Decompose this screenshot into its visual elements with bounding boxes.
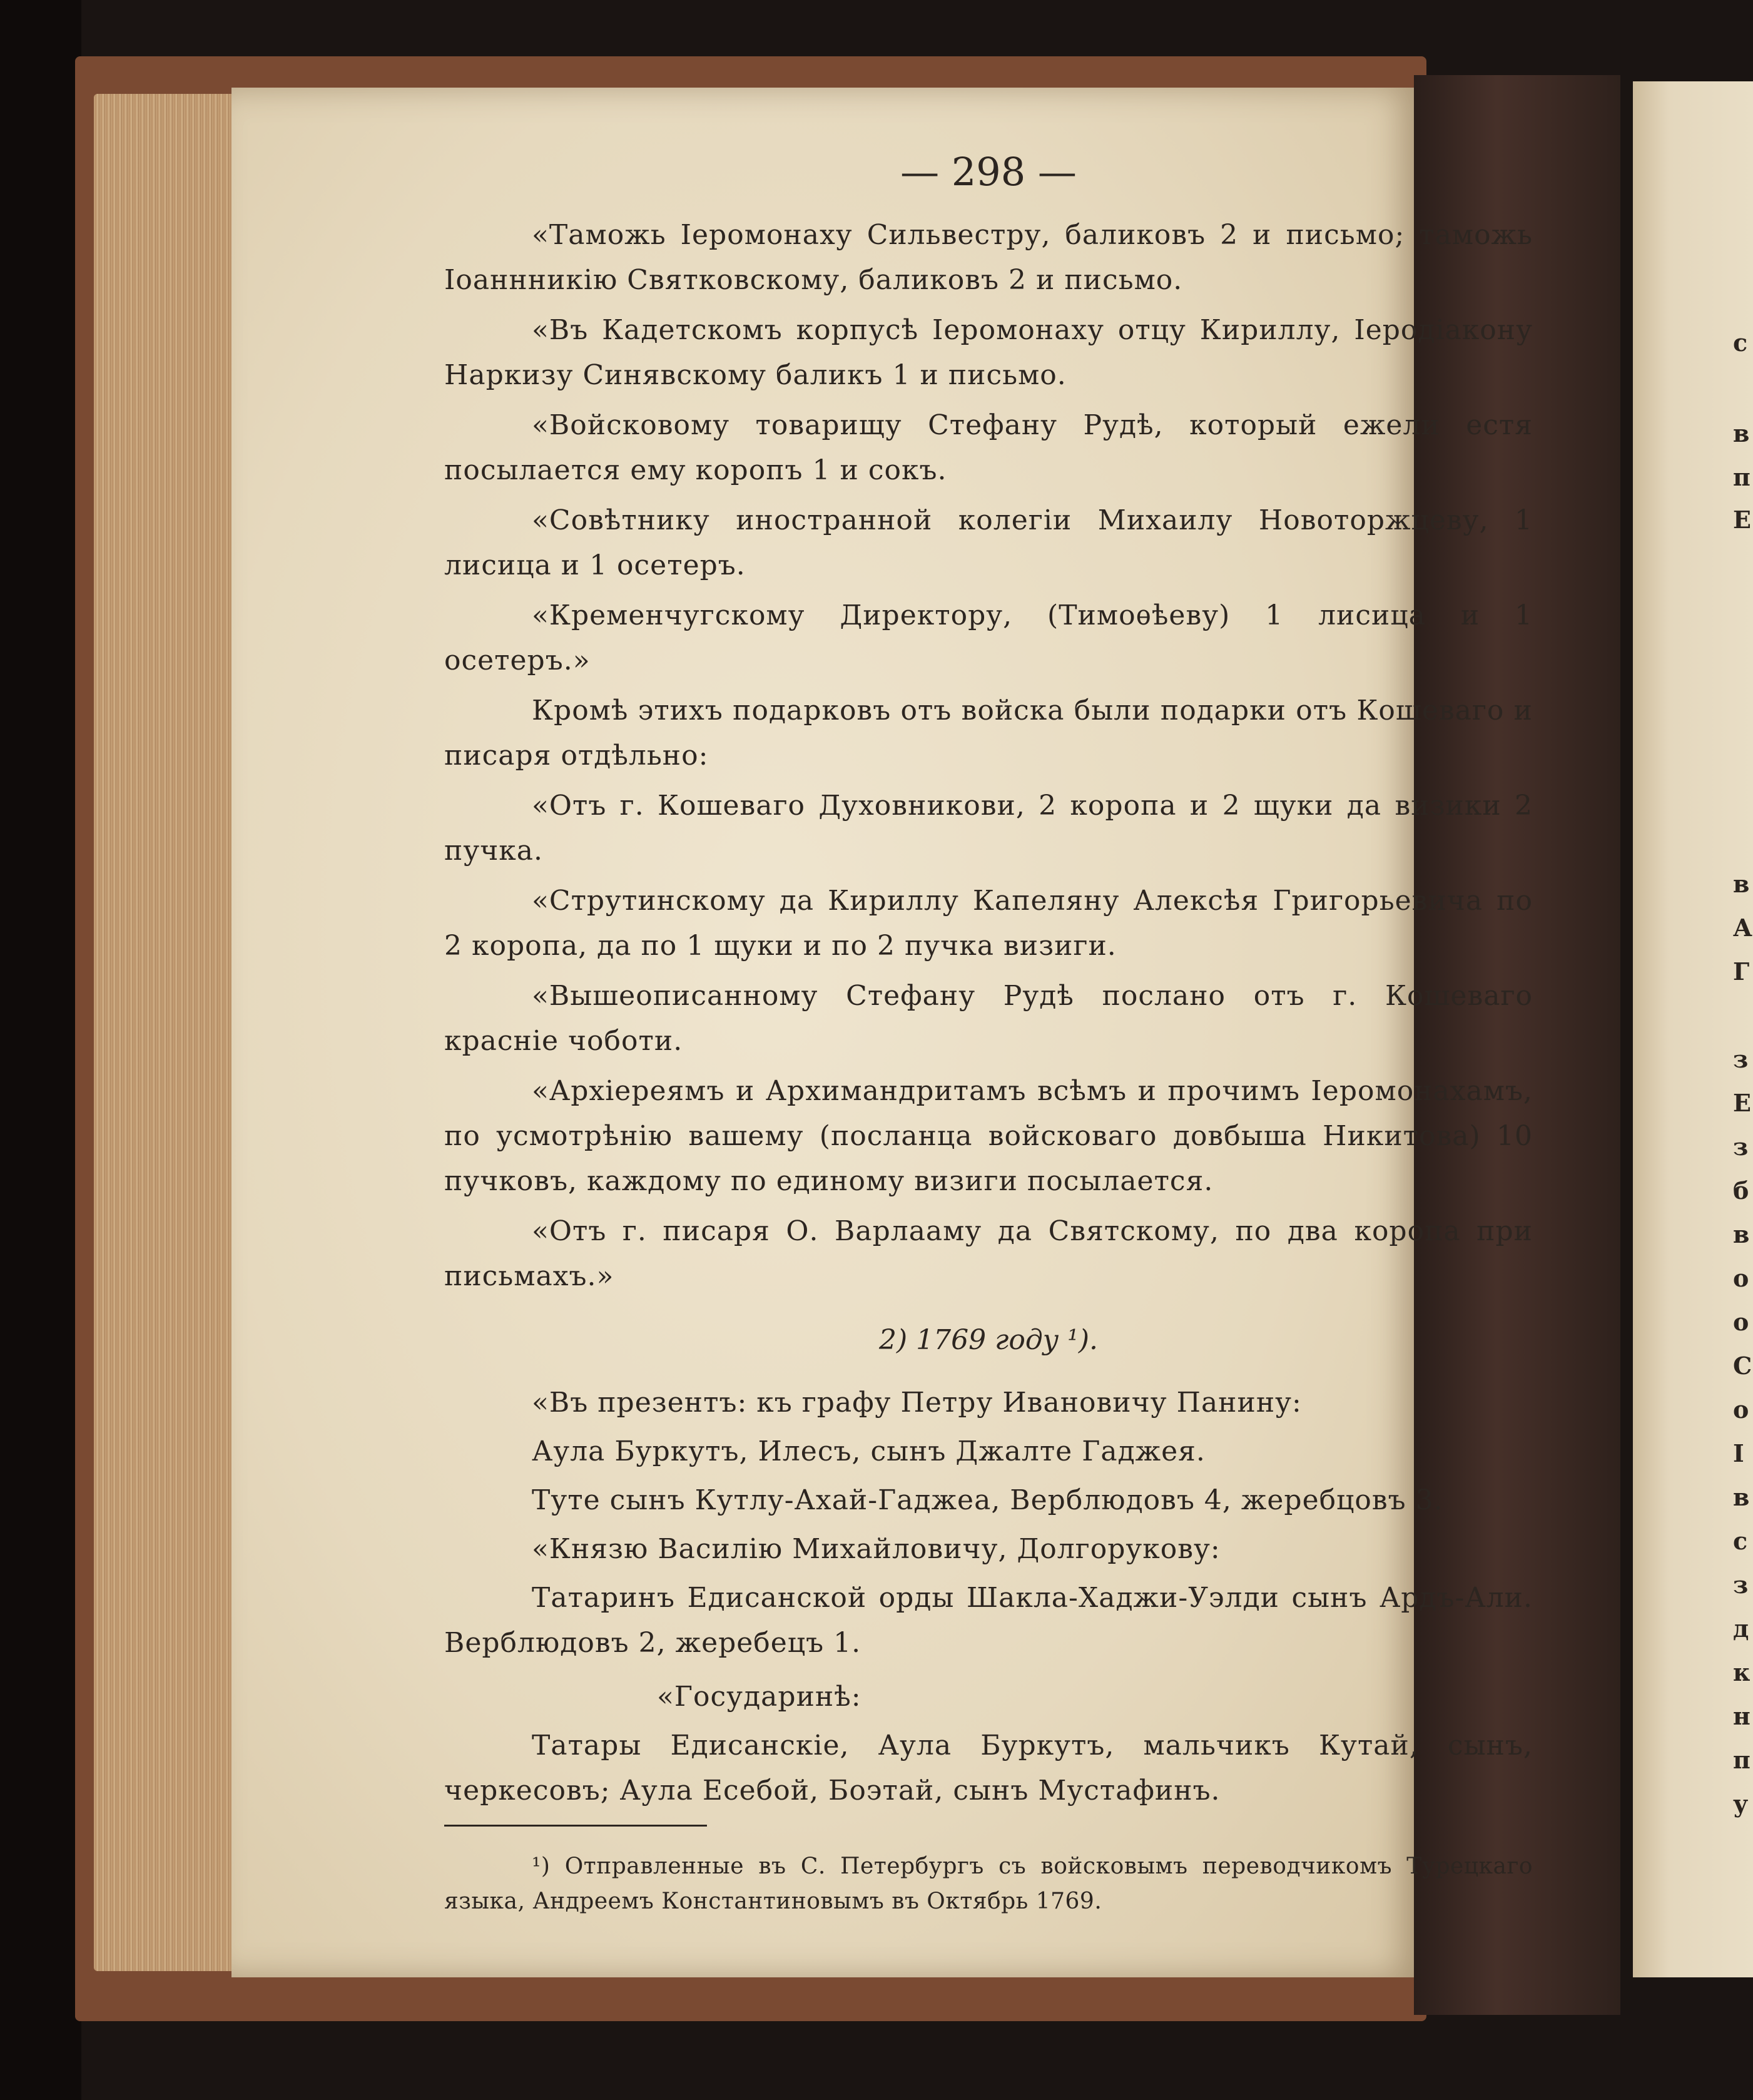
text-line: «Государинѣ:	[657, 1681, 861, 1713]
right-letter: в	[1733, 870, 1750, 898]
page-number: — 298 —	[900, 149, 1077, 195]
right-letter: в	[1733, 1483, 1750, 1511]
paragraph: «Въ Кадетскомъ корпусѣ Іеромонаху отцу Кириллу, Іеродіакону Наркизу Синявскому баликъ 1 и письмо.	[444, 314, 1533, 391]
right-letter: д	[1733, 1614, 1749, 1643]
right-letter: о	[1733, 1264, 1749, 1292]
right-letter: з	[1733, 1571, 1749, 1599]
right-letter: о	[1733, 1308, 1749, 1336]
right-letter: А	[1733, 914, 1752, 942]
right-letter: с	[1733, 329, 1748, 357]
right-letter: в	[1733, 419, 1750, 447]
right-letter: в	[1733, 1220, 1750, 1248]
text-line: Аула Буркутъ, Илесъ, сынъ Джалте Гаджея.	[532, 1435, 1206, 1467]
paragraph: «Войсковому товарищу Стефану Рудѣ, который ежели естя посылается ему коропъ 1 и сокъ.	[444, 409, 1533, 486]
right-letter: п	[1733, 1746, 1750, 1774]
right-letter: о	[1733, 1395, 1749, 1424]
background-shadow	[0, 0, 81, 2100]
text-line: «Въ презентъ: къ графу Петру Ивановичу Панину:	[532, 1387, 1302, 1419]
right-letter: Е	[1733, 1089, 1751, 1117]
page-edges	[94, 94, 238, 1971]
paragraph: «Таможь Іеромонаху Сильвестру, баликовъ 2 и письмо; таможь Іоаннникію Святковскому, баликовъ 2 и письмо.	[444, 219, 1533, 296]
right-letter: І	[1733, 1439, 1744, 1467]
paragraph: «Отъ г. писаря О. Варлааму да Святскому, по два коропа при письмахъ.»	[444, 1215, 1533, 1292]
right-letter: б	[1733, 1176, 1749, 1205]
paragraph: «Совѣтнику иностранной колегіи Михаилу Новоторжцеву, 1 лисица и 1 осетеръ.	[444, 504, 1533, 581]
section-heading: 2) 1769 году ¹).	[878, 1324, 1099, 1356]
paragraph: «Отъ г. Кошеваго Духовникови, 2 коропа и 2 щуки да визики 2 пучка.	[444, 790, 1533, 867]
text-line: «Князю Василію Михайловичу, Долгорукову:	[532, 1533, 1221, 1565]
footnote-rule	[444, 1825, 707, 1827]
right-letter: Е	[1733, 506, 1751, 534]
right-letter: С	[1733, 1352, 1752, 1380]
paragraph: «Вышеописанному Стефану Рудѣ послано отъ г. Кошеваго красніе чоботи.	[444, 980, 1533, 1057]
text-line: Туте сынъ Кутлу-Ахай-Гаджеа, Верблюдовъ 4, жеребцовъ 3.	[532, 1484, 1443, 1516]
right-letter: к	[1733, 1658, 1750, 1686]
right-letter: с	[1733, 1527, 1748, 1555]
paragraph: «Кременчугскому Директору, (Тимоѳѣеву) 1 лисица и 1 осетеръ.»	[444, 599, 1533, 676]
right-letter: н	[1733, 1702, 1750, 1730]
page-text	[444, 144, 1533, 1942]
paragraph: «Струтинскому да Кириллу Капеляну Алексѣя Григорьевича по 2 коропа, да по 1 щуки и по 2 пучка визиги.	[444, 885, 1533, 962]
paragraph: «Архіереямъ и Архимандритамъ всѣмъ и прочимъ Іеромонахамъ, по усмотрѣнію вашему (посланца войсковаго довбыша Никитова) 10 пучковъ, каждому по единому визиги посылается.	[444, 1075, 1533, 1197]
right-letter: з	[1733, 1045, 1749, 1073]
right-letter: Г	[1733, 957, 1750, 986]
right-letter: у	[1733, 1790, 1749, 1818]
paragraph: Татаринъ Едисанской орды Шакла-Хаджи-Уэлди сынъ Ардъ-Али. Верблюдовъ 2, жеребецъ 1.	[444, 1582, 1533, 1659]
paragraph: Татары Едисанскіе, Аула Буркутъ, мальчикъ Кутай, сынъ, черкесовъ; Аула Есебой, Боэтай, сынъ Мустафинъ.	[444, 1730, 1533, 1807]
footnote: ¹) Отправленные въ С. Петербургъ съ войсковымъ переводчикомъ Турецкаго языка, Андреемъ Константиновымъ въ Октябрь 1769.	[444, 1853, 1533, 1914]
right-letter: п	[1733, 463, 1750, 491]
paragraph: Кромѣ этихъ подарковъ отъ войска были подарки отъ Кошеваго и писаря отдѣльно:	[444, 695, 1533, 772]
right-letter: з	[1733, 1133, 1749, 1161]
right-page	[1633, 81, 1753, 1977]
